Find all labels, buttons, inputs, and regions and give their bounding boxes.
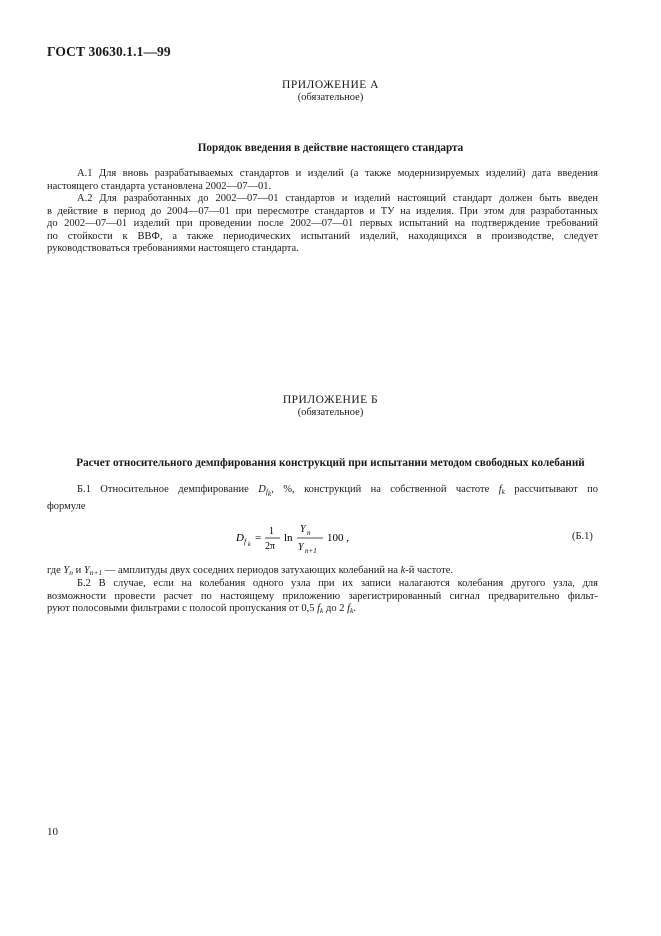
annex-b-status: (обязательное) — [297, 407, 364, 418]
formula-frac-den: 2π — [265, 541, 276, 552]
frequency-symbol: $f_k$ — [317, 603, 324, 616]
document-code: ГОСТ 30630.1.1—99 — [47, 44, 171, 59]
paragraph-a1-line: А.1 Для вновь разрабатываемых стандартов и изделий (а также модернизируемых изделий) дата введения — [77, 168, 598, 179]
paragraph-a2-line: в действие в период до 2004—07—01 при пересмотре стандартов и ТУ на изделия. При этом для разработанных — [47, 205, 598, 217]
formula-lhs-f: f — [244, 537, 247, 546]
formula-times: 100 , — [327, 532, 349, 544]
paragraph-a2-line: по стойкости к ВВФ, а также периодических испытаний изделий, находящихся в производстве, следует — [47, 230, 598, 242]
b1-text: Б.1 Относительное демпфирование — [77, 484, 249, 495]
paragraph-b1-line: формуле — [47, 500, 86, 512]
paragraph-b2 — [47, 578, 598, 618]
formula-graphic — [230, 519, 430, 559]
damping-symbol: $D_{f_k}$ — [258, 484, 272, 498]
paragraph-b2-line: возможности провести расчет по настоящему приложению зарегистрированный сигнал предварительно фильт- — [47, 590, 598, 602]
amplitude-yn1-symbol: $Y_{n+1}$ — [83, 565, 103, 577]
formula-frac-num: 1 — [269, 526, 274, 537]
formula-yn1-sub: n+1 — [305, 547, 317, 555]
paragraph-where-line: где $Y_n$ и $Y_{n+1}$ — амплитуды двух соседних периодов затухающих колебаний на k-й частоте. — [47, 565, 454, 577]
b1-text: рассчитывают по — [514, 484, 599, 495]
paragraph-a2-line: А.2 Для разработанных до 2002—07—01 стандартов и изделий настоящий стандарт должен быть введен — [77, 193, 598, 204]
annex-b-heading: Расчет относительного демпфирования конструкций при испытании методом свободных колебаний — [76, 457, 585, 469]
annex-a-status: (обязательное) — [297, 92, 364, 103]
formula-yn1: Y — [298, 542, 304, 553]
frequency-symbol: $f_k$ — [347, 603, 354, 616]
paragraph-b2-line: руют полосовыми фильтрами с полосой пропускания от 0,5 $f_k$ до 2 $f_k$. — [47, 603, 356, 616]
damping-formula — [230, 519, 430, 559]
paragraph-a2 — [47, 193, 598, 256]
formula-yn: Y — [300, 524, 306, 535]
paragraph-a1-line: настоящего стандарта установлена 2002—07—01. — [47, 180, 272, 192]
frequency-symbol: $f_k$ — [498, 484, 505, 496]
annex-b-title: ПРИЛОЖЕНИЕ Б — [282, 394, 379, 406]
formula-yn-sub: n — [307, 529, 311, 537]
page-number: 10 — [47, 826, 58, 838]
paragraph-a2-line: руководствоваться требованиями настоящего стандарта. — [47, 243, 299, 255]
paragraph-b1-line — [47, 484, 598, 501]
annex-a-heading: Порядок введения в действие настоящего стандарта — [197, 142, 464, 154]
amplitude-yn-symbol: $Y_n$ — [63, 565, 74, 577]
paragraph-b2-line: Б.2 В случае, если на колебания одного узла при их записи налагаются колебания другого узла, для — [77, 578, 598, 589]
paragraph-a1 — [47, 168, 598, 193]
formula-lhs-k: k — [248, 542, 251, 548]
formula-number: (Б.1) — [572, 531, 593, 542]
annex-a-title: ПРИЛОЖЕНИЕ А — [282, 79, 379, 91]
formula-lhs-d: D — [236, 532, 244, 544]
formula-equals: = — [255, 532, 262, 544]
paragraph-b1 — [47, 484, 598, 513]
b1-text: , %, конструкций на собственной частоте — [271, 484, 490, 495]
paragraph-a2-line: до 2002—07—01 изделий при проведении после 2002—07—01 первых испытаний на подтверждение требований — [47, 218, 598, 230]
formula-ln: ln — [284, 532, 293, 544]
